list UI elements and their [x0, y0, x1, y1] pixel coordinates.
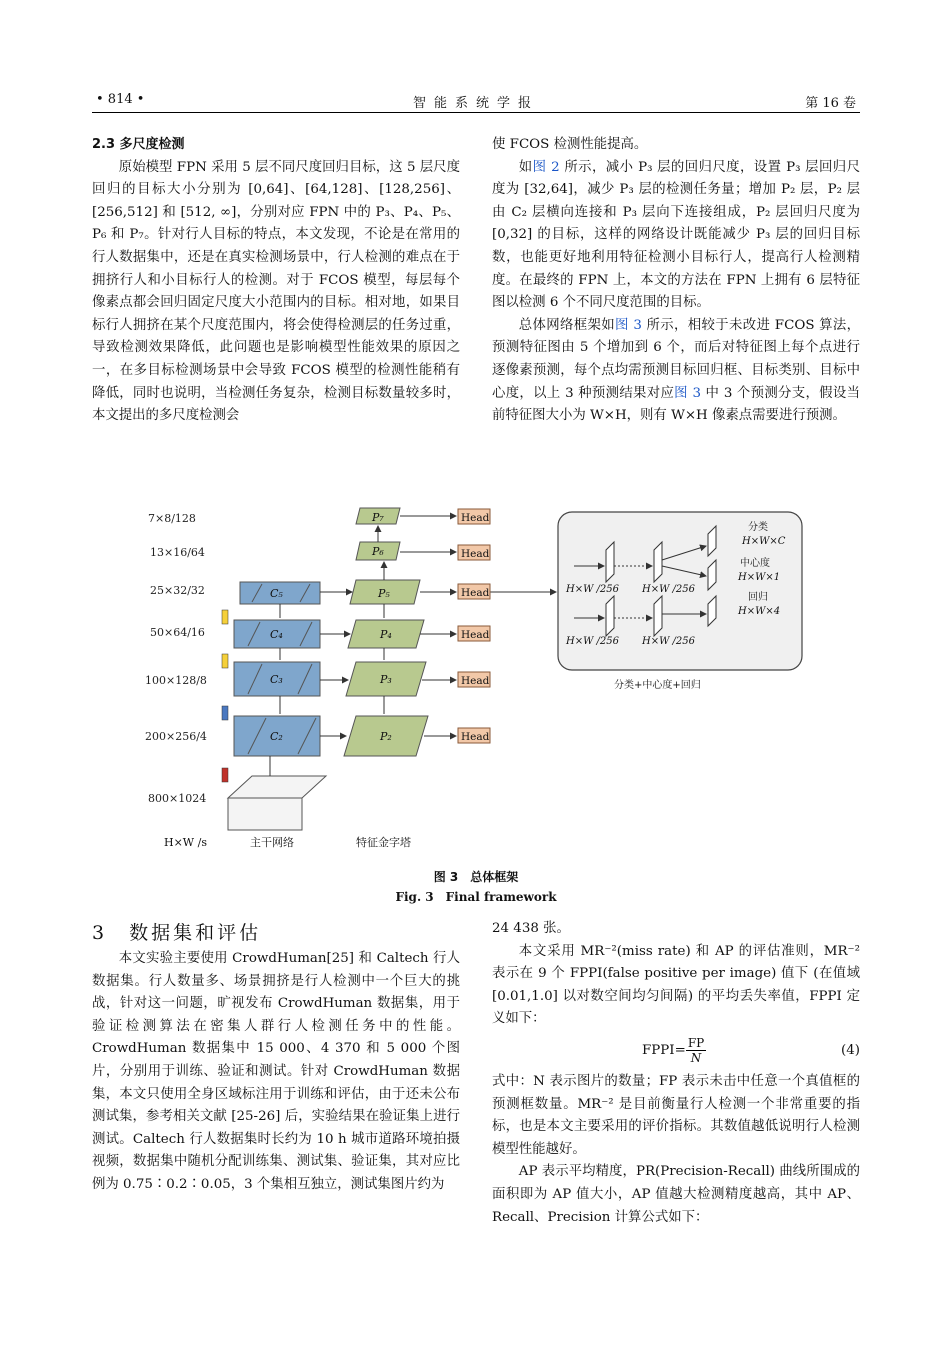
paragraph: 24 438 张。: [492, 921, 570, 936]
left-column-bottom: [92, 918, 460, 1197]
head-dim: H×W /256: [566, 636, 620, 647]
row-label: 200×256/4: [145, 730, 207, 743]
row-label: 7×8/128: [148, 512, 196, 525]
figure-caption-cn: 图 3 总体框架: [433, 870, 519, 884]
c-label: C₄: [270, 628, 283, 641]
fraction: $\frac{FP}{N}$: [687, 1036, 705, 1066]
row-label: 25×32/32: [150, 584, 205, 597]
section-title: 3 数据集和评估: [92, 922, 262, 944]
page-number: • 814 •: [96, 92, 145, 107]
paragraph: 原始模型 FPN 采用 5 层不同尺度回归目标，这 5 层尺度回归的目标大小分别为 [0,64]、[64,128]、[128,256]、[256,512] 和 [512, ∞]，分别对应 FPN 中的 P₃、P₄、P₅、P₆ 和 P₇。针对行人目标的特点，本文发现，不论是在常用的行人数据集中，还是在真实检测场景中，行人检测的难点在于拥挤行人和小目标行人的检测。对于 FCOS 模型，每层每个像素点都会回归固定尺度大小范围内的目标。相对地，如果目标行人拥挤在某个尺度范围内，将会使得检测层的任务过重，导致检测效果降低，此问题也是影响模型性能效果的原因之一，在多目标检测场景中会导致 FCOS 模型的检测性能稍有降低，同时也说明，当检测任务复杂，检测目标数量较多时，本文提出的多尺度检测会: [92, 159, 460, 424]
journal-name: 智能系统学报: [412, 96, 539, 111]
head-label: Head: [461, 587, 490, 599]
right-column-top: [492, 134, 860, 428]
right-column-bottom: [492, 918, 860, 1229]
figure-link[interactable]: 图 3: [615, 317, 642, 333]
ctr-label: 中心度: [740, 558, 770, 569]
c-label: C₃: [270, 673, 283, 686]
head-label: Head: [461, 731, 490, 743]
paragraph: 如图 2 所示，减小 P₃ 层的回归尺度，设置 P₃ 层回归尺度为 [32,64]，减少 P₃ 层的检测任务量；增加 P₂ 层，P₂ 层由 C₂ 层横向连接和 P₃ 层向下连接组成，P₂ 层回归尺度为 [0,32] 的目标，这样的网络设计既能减少 P₃ 层的回归目标数，也能更好地利用特征检测小目标行人，提高行人检测精度。在最终的 FPN 上，本文的方法在 FPN 上拥有 6 层特征图以检测 6 个不同尺度范围的目标。: [492, 159, 861, 311]
row-label: 50×64/16: [150, 626, 205, 639]
page-header: [92, 92, 860, 113]
paragraph: 使 FCOS 检测性能提高。: [492, 137, 648, 152]
p-label: P₇: [372, 511, 384, 524]
c-label: C₂: [270, 730, 283, 743]
head-label: Head: [461, 512, 490, 524]
head-label: Head: [461, 675, 490, 687]
eq-number: (4): [841, 1042, 860, 1058]
volume: 第 16 卷: [805, 96, 856, 111]
framework-diagram: [0, 500, 952, 860]
p-label: P₆: [372, 545, 384, 558]
figure-caption-en: Fig. 3 Final framework: [395, 890, 557, 904]
head-dim: H×W /256: [642, 584, 696, 595]
head-dim: H×W /256: [642, 636, 696, 647]
bottom-label: 特征金字塔: [356, 836, 411, 849]
eq-lhs: FPPI=: [642, 1043, 686, 1059]
row-label: 100×128/8: [145, 674, 207, 687]
row-label: 13×16/64: [150, 546, 205, 559]
p-label: P₃: [380, 673, 392, 686]
figure-link[interactable]: 图 2: [532, 159, 560, 175]
paragraph: AP 表示平均精度，PR(Precision-Recall) 曲线所围成的面积即为 AP 值大小，AP 值越大检测精度越高，其中 AP、Recall、Precision 计算公式如下：: [492, 1164, 860, 1225]
c-label: C₅: [270, 587, 283, 600]
row-label: 800×1024: [148, 792, 207, 805]
paragraph: 式中：N 表示图片的数量；FP 表示未击中任意一个真值框的预测框数量。MR⁻² 是目前衡量行人检测一个非常重要的指标，也是本文主要采用的评价指标。其数值越低说明行人检测模型性能越好。: [492, 1073, 860, 1157]
cls-label: 分类: [748, 522, 768, 533]
head-label: Head: [461, 548, 490, 560]
p-label: P₂: [380, 730, 392, 743]
cls-dim: H×W×C: [742, 536, 786, 547]
p-label: P₅: [378, 587, 390, 600]
paragraph: 本文实验主要使用 CrowdHuman[25] 和 Caltech 行人数据集。行人数量多、场景拥挤是行人检测中一个巨大的挑战，针对这一问题，旷视发布 CrowdHuman 数据集，用于验证检测算法在密集人群行人检测任务中的性能。CrowdHuman 数据集中 15 000、4 370 和 5 000 个图片，分别用于训练、验证和测试。针对 CrowdHuman 数据集，本文只使用全身区域标注用于训练和评估，由于还未公布测试集，参考相关文献 [25-26] 后，实验结果在验证集上进行测试。Caltech 行人数据集时长约为 10 h 城市道路环境拍摄视频，数据集中随机分配训练集、测试集、验证集，其对应比例为 0.75∶0.2∶0.05，3 个集相互独立，测试集图片约为: [92, 951, 460, 1192]
bottom-label: 主干网络: [250, 836, 294, 849]
head-dim: H×W /256: [566, 584, 620, 595]
paragraph: 本文采用 MR⁻²(miss rate) 和 AP 的评估准则，MR⁻² 表示在 9 个 FPPI(false positive per image) 值下 (在值域 [0.01,1.0] 以对数空间均匀间隔) 的平均丢失率值，FPPI 定义如下：: [492, 943, 860, 1027]
reg-dim: H×W×4: [738, 606, 781, 617]
equation: [492, 1031, 860, 1071]
paragraph: 总体网络框架如图 3 所示，相较于未改进 FCOS 算法，预测特征图由 5 个增加到 6 个，而后对特征图上每个点进行逐像素预测，每个点均需预测目标回归框、目标类别、目标中心度，以上 3 种预测结果对应图 3 中 3 个预测分支，假设当前特征图大小为 W×H，则有 W×H 像素点需要进行预测。: [492, 317, 860, 424]
bottom-label: H×W /s: [164, 836, 207, 849]
figure-link[interactable]: 图 3: [674, 385, 701, 401]
ctr-dim: H×W×1: [738, 572, 781, 583]
p-label: P₄: [380, 628, 392, 641]
head-label: Head: [461, 629, 490, 641]
left-column-top: [92, 134, 460, 428]
head-box-title: 分类+中心度+回归: [614, 680, 701, 691]
reg-label: 回归: [748, 592, 768, 603]
section-heading: 2.3 多尺度检测: [92, 137, 185, 152]
